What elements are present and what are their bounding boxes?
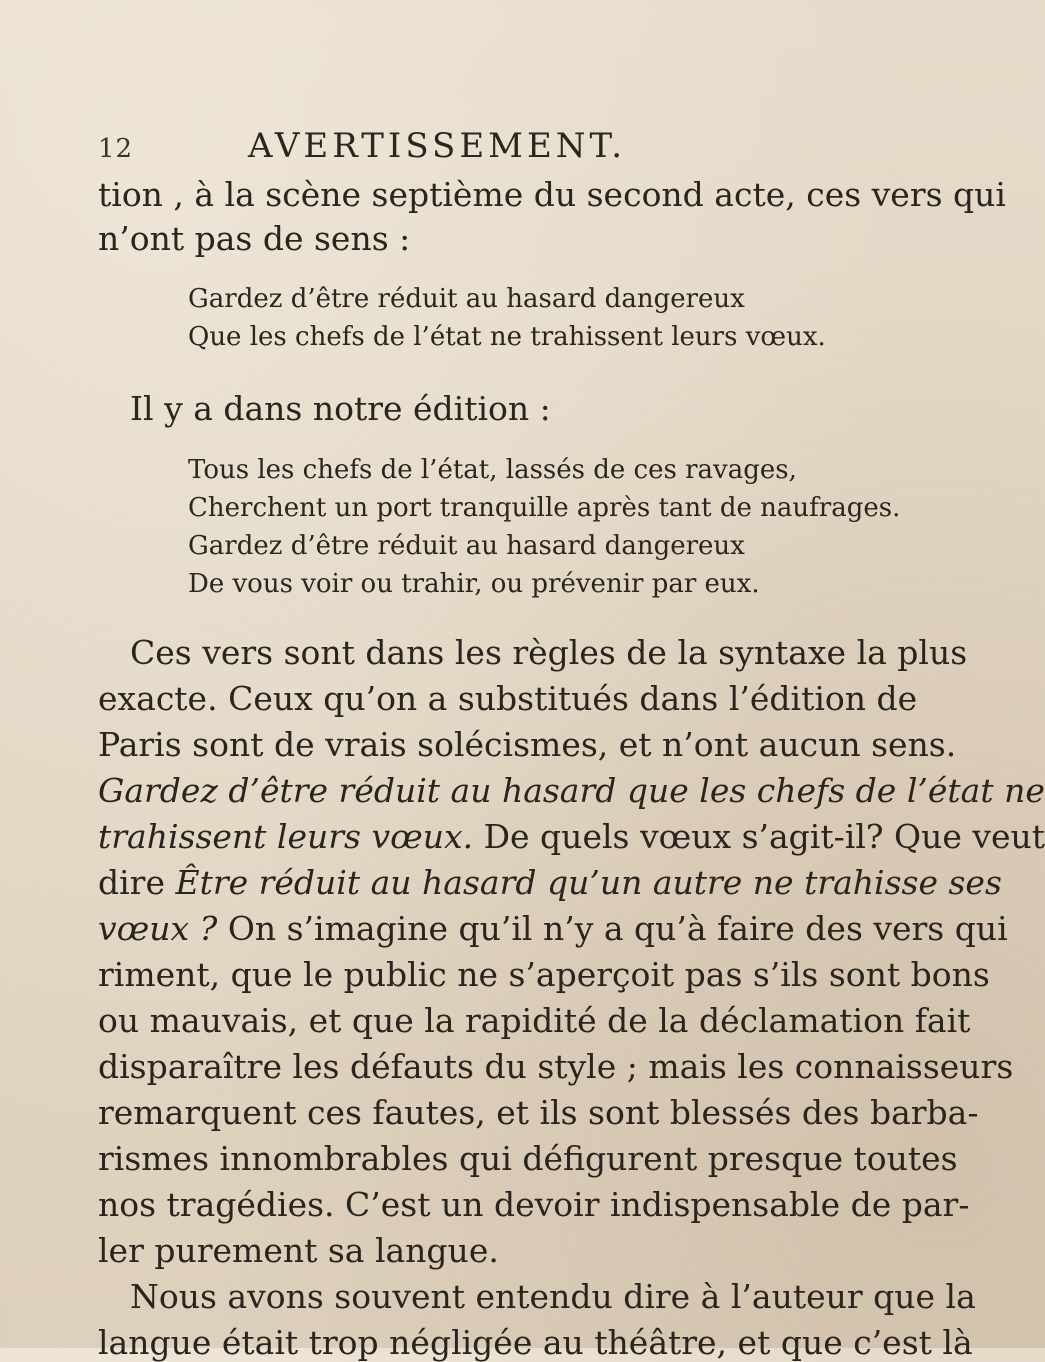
para1-line-13: nos tragédies. C’est un devoir indispensable de par- (98, 1185, 970, 1224)
para1-line-5-rest: De quels vœux s’agit-il? Que veut (473, 817, 1045, 856)
para1-line-11: remarquent ces fautes, et ils sont blessés des barba- (98, 1093, 979, 1132)
para1-line-6-italic: Être réduit au hasard qu’un autre ne trahisse ses (175, 863, 1002, 902)
para1-line-5 (98, 817, 1045, 856)
para1-line-12: rismes innombrables qui défigurent presque toutes (98, 1139, 958, 1178)
para2-line-1: Nous avons souvent entendu dire à l’auteur que la (130, 1277, 976, 1316)
running-head (98, 126, 778, 174)
para1-line-4: Gardez d’être réduit au hasard que les chefs de l’état ne (98, 771, 1045, 810)
para1-line-3: Paris sont de vrais solécismes, et n’ont aucun sens. (98, 725, 957, 764)
para1-line-10: disparaître les défauts du style ; mais les connaisseurs (98, 1047, 1014, 1086)
para1-line-6 (98, 863, 1002, 902)
para1-line-1: Ces vers sont dans les règles de la syntaxe la plus (130, 633, 968, 672)
verse1-line-2: Que les chefs de l’état ne trahissent leurs vœux. (188, 322, 826, 352)
para1-line-9: ou mauvais, et que la rapidité de la déclamation fait (98, 1001, 971, 1040)
verse2-line-1: Tous les chefs de l’état, lassés de ces ravages, (188, 455, 797, 485)
para1-line-7 (98, 909, 1008, 948)
header-title: AVERTISSEMENT. (248, 126, 627, 166)
verse1-line-1: Gardez d’être réduit au hasard dangereux (188, 284, 745, 314)
verse2-line-3: Gardez d’être réduit au hasard dangereux (188, 531, 745, 561)
intro-line-1: tion , à la scène septième du second acte, ces vers qui (98, 175, 1006, 214)
verse2-line-2: Cherchent un port tranquille après tant de naufrages. (188, 493, 901, 523)
edition-note: Il y a dans notre édition : (130, 389, 551, 428)
para1-line-6-a: dire (98, 863, 176, 902)
verse2-line-4: De vous voir ou trahir, ou prévenir par eux. (188, 569, 760, 599)
intro-line-2: n’ont pas de sens : (98, 219, 411, 258)
para2-line-2: langue était trop négligée au théâtre, et que c’est là (98, 1323, 973, 1362)
para1-line-7-italic: vœux ? (98, 909, 218, 948)
para1-line-5-italic: trahissent leurs vœux. (98, 817, 474, 856)
para1-line-2: exacte. Ceux qu’on a substitués dans l’édition de (98, 679, 918, 718)
para1-line-14: ler purement sa langue. (98, 1231, 499, 1270)
para1-line-8: riment, que le public ne s’aperçoit pas s’ils sont bons (98, 955, 990, 994)
page-number: 12 (98, 134, 134, 164)
para1-line-7-rest: On s’imagine qu’il n’y a qu’à faire des vers qui (217, 909, 1008, 948)
